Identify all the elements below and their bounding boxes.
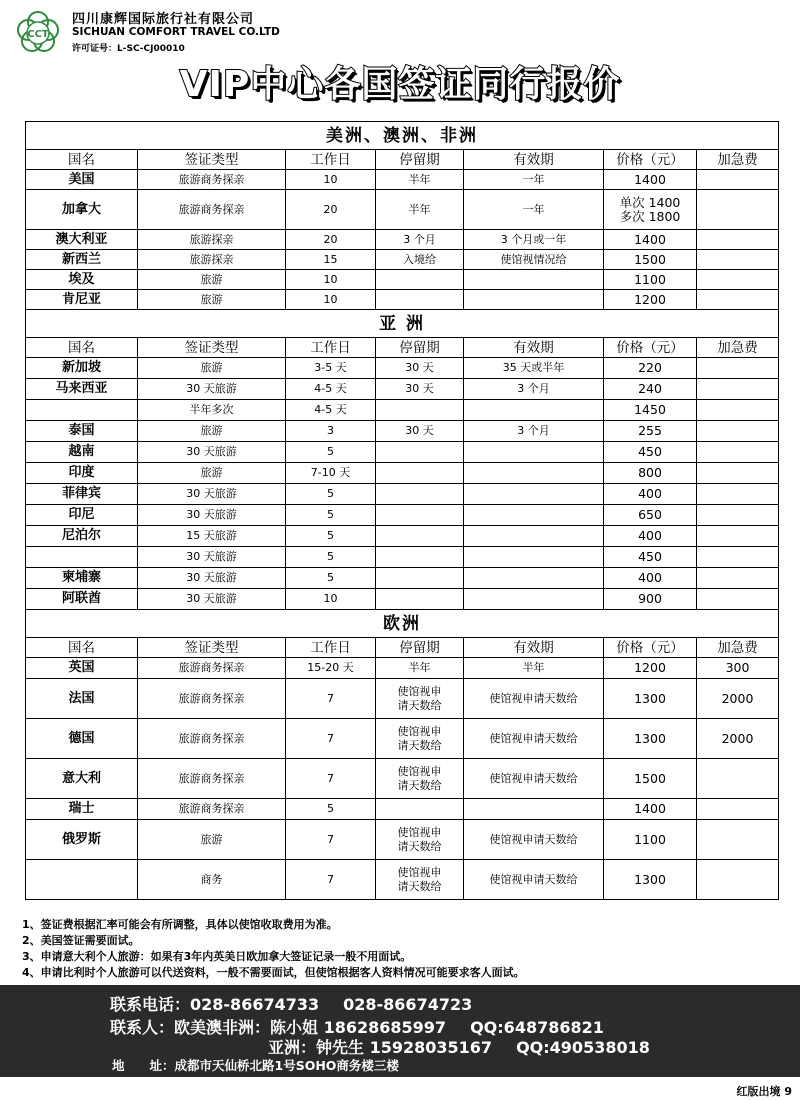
country-cell: 印度 (26, 463, 138, 484)
price-cell: 450 (604, 547, 697, 568)
table-row (26, 860, 779, 900)
price-cell: 1100 (604, 820, 697, 860)
country-cell: 新加坡 (26, 358, 138, 379)
price-cell: 1450 (604, 400, 697, 421)
country-cell: 印尼 (26, 505, 138, 526)
contact-label: 联系人： (110, 1018, 175, 1037)
validity-cell (464, 505, 604, 526)
column-header: 工作日 (286, 150, 376, 170)
price-cell: 1400 (604, 170, 697, 190)
visa-type-cell: 商务 (138, 860, 286, 900)
table-row (26, 484, 779, 505)
stay-cell-line: 使馆视申 (397, 865, 442, 879)
note-item: 3、申请意大利个人旅游：如果有3年内英美日欧加拿大签证记录一般不用面试。 (22, 950, 412, 963)
stay-cell (376, 568, 464, 589)
visa-type-cell: 旅游探亲 (138, 230, 286, 250)
column-header: 加急费 (697, 150, 779, 170)
price-cell: 1200 (604, 290, 697, 310)
price-cell-line: 单次 1400 (619, 194, 681, 210)
table-row (26, 679, 779, 719)
stay-cell (376, 547, 464, 568)
workdays-cell: 5 (286, 568, 376, 589)
rush-fee-cell (697, 230, 779, 250)
column-header-row (26, 338, 779, 358)
stay-cell-line: 使馆视申 (397, 825, 442, 839)
price-cell: 400 (604, 526, 697, 547)
validity-cell (464, 290, 604, 310)
country-cell: 阿联酋 (26, 589, 138, 610)
visa-type-cell: 30 天旅游 (138, 505, 286, 526)
visa-type-cell: 旅游商务探亲 (138, 190, 286, 230)
stay-cell-line: 请天数给 (397, 778, 442, 792)
rush-fee-cell (697, 526, 779, 547)
column-header: 国名 (26, 338, 138, 358)
validity-cell (464, 270, 604, 290)
rush-fee-cell (697, 250, 779, 270)
company-name-en: SICHUAN COMFORT TRAVEL CO.LTD (72, 26, 280, 38)
stay-cell-line: 请天数给 (397, 698, 442, 712)
workdays-cell: 10 (286, 290, 376, 310)
column-header: 停留期 (376, 150, 464, 170)
stay-cell (376, 442, 464, 463)
visa-type-cell: 旅游 (138, 421, 286, 442)
rush-fee-cell (697, 463, 779, 484)
column-header: 价格（元） (604, 638, 697, 658)
column-header: 价格（元） (604, 338, 697, 358)
address-label: 地 址： (112, 1058, 175, 1073)
table-row (26, 270, 779, 290)
rush-fee-cell (697, 505, 779, 526)
stay-cell (376, 719, 464, 759)
price-cell: 1500 (604, 759, 697, 799)
stay-cell (376, 463, 464, 484)
table-row (26, 799, 779, 820)
stay-cell: 半年 (376, 170, 464, 190)
contact-person-1: 陈小姐 18628685997 (270, 1018, 447, 1037)
contact-line-2 (268, 1035, 650, 1058)
validity-cell: 3 个月 (464, 379, 604, 400)
column-header: 有效期 (464, 638, 604, 658)
section-title: 亚 洲 (26, 310, 779, 338)
stay-cell (376, 799, 464, 820)
workdays-cell: 7 (286, 820, 376, 860)
company-name-cn: 四川康辉国际旅行社有限公司 (72, 12, 255, 27)
validity-cell: 使馆视情况给 (464, 250, 604, 270)
price-cell: 450 (604, 442, 697, 463)
validity-cell (464, 442, 604, 463)
workdays-cell: 15 (286, 250, 376, 270)
stay-cell: 3 个月 (376, 230, 464, 250)
country-cell: 马来西亚 (26, 379, 138, 400)
address-line (112, 1056, 399, 1074)
validity-cell: 3 个月或一年 (464, 230, 604, 250)
visa-type-cell: 旅游 (138, 358, 286, 379)
workdays-cell: 4-5 天 (286, 400, 376, 421)
workdays-cell: 5 (286, 799, 376, 820)
validity-cell: 35 天或半年 (464, 358, 604, 379)
workdays-cell: 10 (286, 170, 376, 190)
stay-cell-line: 使馆视申 (397, 724, 442, 738)
country-cell: 越南 (26, 442, 138, 463)
section-header-row (26, 310, 779, 338)
table-row (26, 250, 779, 270)
column-header: 价格（元） (604, 150, 697, 170)
country-cell: 尼泊尔 (26, 526, 138, 547)
qq-1: QQ:648786821 (470, 1018, 604, 1037)
stay-cell (376, 679, 464, 719)
visa-type-cell: 30 天旅游 (138, 484, 286, 505)
price-cell: 1200 (604, 658, 697, 679)
visa-type-cell: 15 天旅游 (138, 526, 286, 547)
country-cell (26, 860, 138, 900)
column-header: 加急费 (697, 638, 779, 658)
workdays-cell: 4-5 天 (286, 379, 376, 400)
column-header: 签证类型 (138, 638, 286, 658)
visa-type-cell: 旅游商务探亲 (138, 719, 286, 759)
stay-cell: 半年 (376, 658, 464, 679)
country-cell (26, 400, 138, 421)
workdays-cell: 10 (286, 589, 376, 610)
validity-cell: 一年 (464, 170, 604, 190)
rush-fee-cell (697, 170, 779, 190)
table-row (26, 358, 779, 379)
validity-cell: 使馆视申请天数给 (464, 860, 604, 900)
stay-cell (376, 820, 464, 860)
rush-fee-cell (697, 799, 779, 820)
logo-text: CCT (27, 29, 49, 40)
notes (22, 917, 792, 981)
table-row (26, 170, 779, 190)
stay-cell: 入境给 (376, 250, 464, 270)
country-cell: 菲律宾 (26, 484, 138, 505)
workdays-cell: 20 (286, 230, 376, 250)
country-cell: 意大利 (26, 759, 138, 799)
company-header (0, 0, 800, 60)
validity-cell (464, 799, 604, 820)
country-cell: 新西兰 (26, 250, 138, 270)
price-cell (604, 190, 697, 230)
stay-cell-line: 请天数给 (397, 738, 442, 752)
validity-cell (464, 589, 604, 610)
address-text: 成都市天仙桥北路1号SOHO商务楼三楼 (174, 1058, 399, 1073)
section-title: 欧洲 (26, 610, 779, 638)
workdays-cell: 7 (286, 860, 376, 900)
workdays-cell: 7 (286, 719, 376, 759)
workdays-cell: 5 (286, 505, 376, 526)
column-header-row (26, 150, 779, 170)
price-cell: 1100 (604, 270, 697, 290)
country-cell: 美国 (26, 170, 138, 190)
stay-cell: 30 天 (376, 379, 464, 400)
stay-cell (376, 860, 464, 900)
validity-cell: 一年 (464, 190, 604, 230)
price-cell: 240 (604, 379, 697, 400)
stay-cell (376, 290, 464, 310)
rush-fee-cell (697, 358, 779, 379)
column-header: 有效期 (464, 150, 604, 170)
country-cell: 法国 (26, 679, 138, 719)
rush-fee-cell (697, 759, 779, 799)
table-row (26, 568, 779, 589)
validity-cell: 3 个月 (464, 421, 604, 442)
region-label-1: 欧美澳非洲： (174, 1018, 271, 1037)
column-header: 停留期 (376, 338, 464, 358)
visa-type-cell: 旅游 (138, 270, 286, 290)
workdays-cell: 5 (286, 484, 376, 505)
column-header: 加急费 (697, 338, 779, 358)
note-item: 1、签证费根据汇率可能会有所调整，具体以使馆收取费用为准。 (22, 918, 338, 931)
stay-cell: 半年 (376, 190, 464, 230)
table-row (26, 230, 779, 250)
visa-price-table (25, 121, 779, 900)
price-cell: 1500 (604, 250, 697, 270)
workdays-cell: 3-5 天 (286, 358, 376, 379)
price-cell: 1400 (604, 230, 697, 250)
workdays-cell: 10 (286, 270, 376, 290)
price-cell: 1300 (604, 719, 697, 759)
country-cell: 泰国 (26, 421, 138, 442)
rush-fee-cell (697, 484, 779, 505)
workdays-cell: 15-20 天 (286, 658, 376, 679)
stay-cell: 30 天 (376, 358, 464, 379)
rush-fee-cell (697, 860, 779, 900)
country-cell: 柬埔寨 (26, 568, 138, 589)
rush-fee-cell (697, 379, 779, 400)
table-row (26, 719, 779, 759)
stay-cell-line: 请天数给 (397, 839, 442, 853)
visa-type-cell: 旅游商务探亲 (138, 679, 286, 719)
rush-fee-cell: 2000 (697, 719, 779, 759)
table-row (26, 505, 779, 526)
column-header: 停留期 (376, 638, 464, 658)
table-row (26, 547, 779, 568)
rush-fee-cell: 2000 (697, 679, 779, 719)
stay-cell-line: 使馆视申 (397, 684, 442, 698)
price-cell: 800 (604, 463, 697, 484)
section-title: 美洲、澳洲、非洲 (26, 122, 779, 150)
rush-fee-cell (697, 290, 779, 310)
stay-cell-line: 请天数给 (397, 879, 442, 893)
country-cell: 俄罗斯 (26, 820, 138, 860)
validity-cell: 使馆视申请天数给 (464, 820, 604, 860)
stay-cell (376, 270, 464, 290)
price-cell: 400 (604, 484, 697, 505)
stay-cell (376, 505, 464, 526)
workdays-cell: 7 (286, 759, 376, 799)
stay-cell (376, 526, 464, 547)
validity-cell: 半年 (464, 658, 604, 679)
stay-cell (376, 759, 464, 799)
workdays-cell: 5 (286, 547, 376, 568)
rush-fee-cell (697, 400, 779, 421)
column-header: 签证类型 (138, 150, 286, 170)
rush-fee-cell (697, 589, 779, 610)
stay-cell (376, 589, 464, 610)
workdays-cell: 5 (286, 526, 376, 547)
workdays-cell: 7 (286, 679, 376, 719)
qq-2: QQ:490538018 (516, 1038, 650, 1057)
stay-cell (376, 400, 464, 421)
note-item: 4、申请比利时个人旅游可以代送资料，一般不需要面试，但使馆根据客人资料情况可能要求客人面试。 (22, 966, 525, 979)
table-row (26, 526, 779, 547)
validity-cell (464, 547, 604, 568)
visa-type-cell: 半年多次 (138, 400, 286, 421)
country-cell: 瑞士 (26, 799, 138, 820)
price-cell: 900 (604, 589, 697, 610)
note-item: 2、美国签证需要面试。 (22, 934, 140, 947)
validity-cell (464, 463, 604, 484)
column-header: 国名 (26, 150, 138, 170)
validity-cell (464, 484, 604, 505)
phone-number-1: 028-86674733 (190, 995, 320, 1014)
validity-cell (464, 568, 604, 589)
workdays-cell: 3 (286, 421, 376, 442)
workdays-cell: 20 (286, 190, 376, 230)
table-row (26, 442, 779, 463)
table-row (26, 190, 779, 230)
stay-cell: 30 天 (376, 421, 464, 442)
visa-type-cell: 旅游商务探亲 (138, 799, 286, 820)
visa-type-cell: 旅游 (138, 463, 286, 484)
region-label-2: 亚洲： (268, 1038, 317, 1057)
visa-type-cell: 30 天旅游 (138, 589, 286, 610)
visa-type-cell: 30 天旅游 (138, 547, 286, 568)
country-cell: 澳大利亚 (26, 230, 138, 250)
rush-fee-cell (697, 270, 779, 290)
country-cell: 德国 (26, 719, 138, 759)
visa-type-cell: 旅游 (138, 820, 286, 860)
table-row (26, 290, 779, 310)
rush-fee-cell (697, 547, 779, 568)
workdays-cell: 5 (286, 442, 376, 463)
section-header-row (26, 122, 779, 150)
stay-cell-line: 使馆视申 (397, 764, 442, 778)
price-cell: 650 (604, 505, 697, 526)
table-row (26, 589, 779, 610)
visa-type-cell: 旅游 (138, 290, 286, 310)
visa-type-cell: 旅游商务探亲 (138, 658, 286, 679)
contact-person-2: 钟先生 15928035167 (316, 1038, 493, 1057)
section-header-row (26, 610, 779, 638)
table-row (26, 421, 779, 442)
visa-type-cell: 30 天旅游 (138, 442, 286, 463)
price-cell: 255 (604, 421, 697, 442)
page-number: 红版出境 9 (736, 1085, 792, 1098)
price-cell: 400 (604, 568, 697, 589)
column-header: 工作日 (286, 638, 376, 658)
visa-type-cell: 30 天旅游 (138, 568, 286, 589)
phone-label: 联系电话： (110, 995, 191, 1014)
country-cell: 加拿大 (26, 190, 138, 230)
workdays-cell: 7-10 天 (286, 463, 376, 484)
price-cell: 1300 (604, 860, 697, 900)
validity-cell: 使馆视申请天数给 (464, 759, 604, 799)
column-header: 国名 (26, 638, 138, 658)
column-header: 有效期 (464, 338, 604, 358)
price-cell: 1400 (604, 799, 697, 820)
company-logo (14, 8, 62, 56)
column-header: 签证类型 (138, 338, 286, 358)
validity-cell: 使馆视申请天数给 (464, 719, 604, 759)
country-cell (26, 547, 138, 568)
price-cell-line: 多次 1800 (619, 208, 681, 224)
rush-fee-cell (697, 421, 779, 442)
rush-fee-cell (697, 442, 779, 463)
price-cell: 220 (604, 358, 697, 379)
validity-cell (464, 526, 604, 547)
rush-fee-cell (697, 568, 779, 589)
column-header: 工作日 (286, 338, 376, 358)
table-row (26, 820, 779, 860)
phone-number-2: 028-86674723 (343, 995, 473, 1014)
country-cell: 肯尼亚 (26, 290, 138, 310)
visa-type-cell: 旅游探亲 (138, 250, 286, 270)
visa-type-cell: 30 天旅游 (138, 379, 286, 400)
table-row (26, 400, 779, 421)
table-row (26, 759, 779, 799)
validity-cell (464, 400, 604, 421)
visa-type-cell: 旅游商务探亲 (138, 170, 286, 190)
contact-panel (0, 985, 800, 1077)
validity-cell: 使馆视申请天数给 (464, 679, 604, 719)
country-cell: 埃及 (26, 270, 138, 290)
price-cell: 1300 (604, 679, 697, 719)
page-title: VIP中心各国签证同行报价 (179, 64, 621, 105)
license-number: 许可证号：L-SC-CJ00010 (72, 44, 185, 54)
phone-line (110, 992, 472, 1015)
rush-fee-cell (697, 820, 779, 860)
column-header-row (26, 638, 779, 658)
country-cell: 英国 (26, 658, 138, 679)
table-row (26, 379, 779, 400)
rush-fee-cell: 300 (697, 658, 779, 679)
rush-fee-cell (697, 190, 779, 230)
table-row (26, 658, 779, 679)
visa-type-cell: 旅游商务探亲 (138, 759, 286, 799)
table-row (26, 463, 779, 484)
stay-cell (376, 484, 464, 505)
